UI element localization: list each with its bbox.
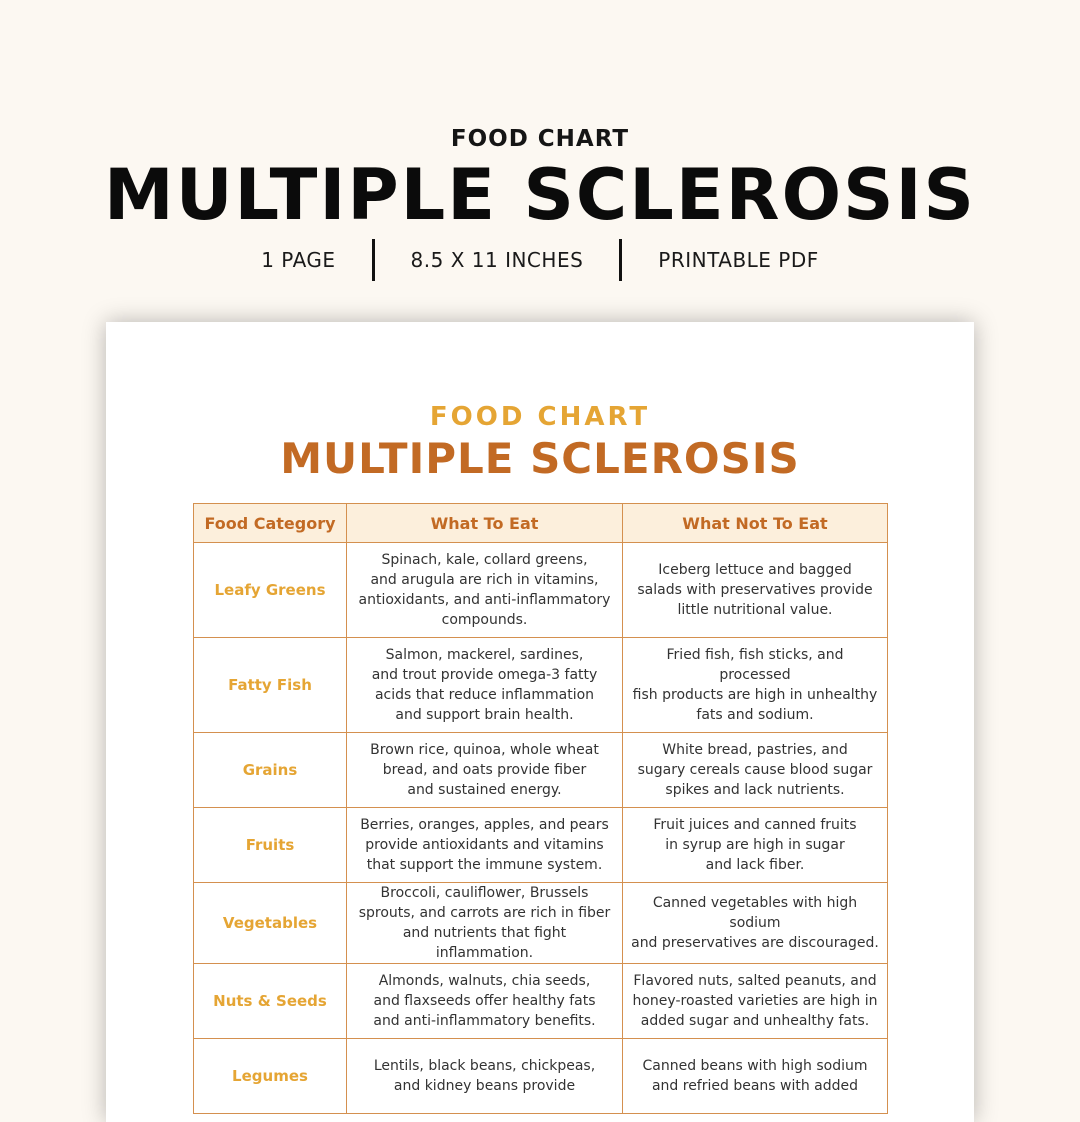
food-chart-table <box>193 503 888 1114</box>
eat-cell: Lentils, black beans, chickpeas, and kidney beans provide <box>347 1039 623 1114</box>
table-row <box>194 964 888 1039</box>
table-row <box>194 543 888 638</box>
avoid-cell: Canned beans with high sodium and refried beans with added <box>623 1039 888 1114</box>
category-cell: Fatty Fish <box>194 638 347 733</box>
avoid-cell: Fruit juices and canned fruits in syrup are high in sugar and lack fiber. <box>623 808 888 883</box>
eat-cell: Salmon, mackerel, sardines, and trout provide omega-3 fatty acids that reduce inflammation and support brain health. <box>347 638 623 733</box>
category-cell: Grains <box>194 733 347 808</box>
avoid-cell: Fried fish, fish sticks, and processed fish products are high in unhealthy fats and sodium. <box>623 638 888 733</box>
table-row <box>194 638 888 733</box>
info-format: PRINTABLE PDF <box>658 248 819 272</box>
sheet-title: MULTIPLE SCLEROSIS <box>280 434 800 483</box>
eat-cell: Almonds, walnuts, chia seeds, and flaxseeds offer healthy fats and anti-inflammatory benefits. <box>347 964 623 1039</box>
avoid-cell: Flavored nuts, salted peanuts, and honey-roasted varieties are high in added sugar and unhealthy fats. <box>623 964 888 1039</box>
eat-cell: Spinach, kale, collard greens, and arugula are rich in vitamins, antioxidants, and anti-inflammatory compounds. <box>347 543 623 638</box>
column-header-eat: What To Eat <box>347 504 623 543</box>
table-row <box>194 1039 888 1114</box>
info-pages: 1 PAGE <box>261 248 336 272</box>
eat-cell: Broccoli, cauliflower, Brussels sprouts, and carrots are rich in fiber and nutrients that fight inflammation. <box>347 883 623 964</box>
avoid-cell: Iceberg lettuce and bagged salads with preservatives provide little nutritional value. <box>623 543 888 638</box>
info-size: 8.5 X 11 INCHES <box>410 248 584 272</box>
sheet-subtitle: FOOD CHART <box>429 402 651 432</box>
column-header-category: Food Category <box>194 504 347 543</box>
category-cell: Nuts & Seeds <box>194 964 347 1039</box>
category-cell: Legumes <box>194 1039 347 1114</box>
eat-cell: Berries, oranges, apples, and pears provide antioxidants and vitamins that support the immune system. <box>347 808 623 883</box>
eat-cell: Brown rice, quinoa, whole wheat bread, and oats provide fiber and sustained energy. <box>347 733 623 808</box>
category-cell: Leafy Greens <box>194 543 347 638</box>
table-row <box>194 883 888 964</box>
avoid-cell: White bread, pastries, and sugary cereals cause blood sugar spikes and lack nutrients. <box>623 733 888 808</box>
table-row <box>194 808 888 883</box>
category-cell: Fruits <box>194 808 347 883</box>
column-header-avoid: What Not To Eat <box>623 504 888 543</box>
category-cell: Vegetables <box>194 883 347 964</box>
header-info-bar <box>0 238 1080 282</box>
header-subtitle: FOOD CHART <box>450 126 630 152</box>
table-row <box>194 733 888 808</box>
table-header-row <box>194 504 888 543</box>
header-title: MULTIPLE SCLEROSIS <box>104 154 976 236</box>
avoid-cell: Canned vegetables with high sodium and preservatives are discouraged. <box>623 883 888 964</box>
